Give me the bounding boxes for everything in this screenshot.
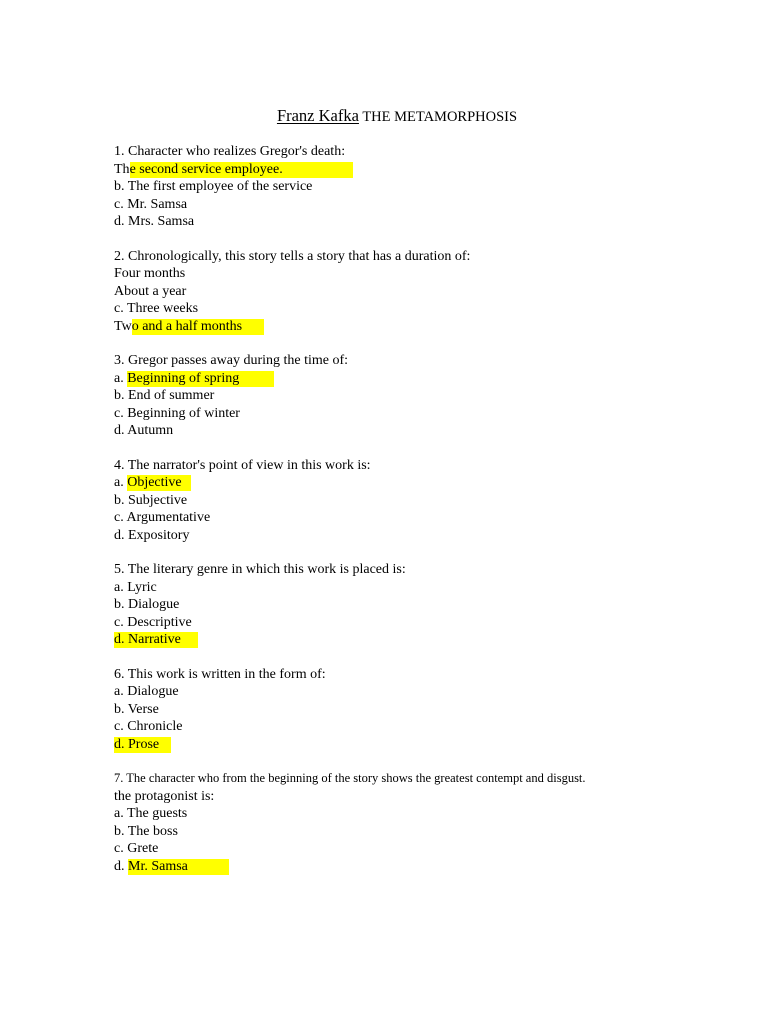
option: About a year [114, 283, 187, 299]
option-prefix: Tw [114, 318, 132, 334]
question-1 [114, 143, 714, 231]
highlighted-answer: d. Narrative [114, 632, 198, 648]
question-7 [114, 770, 714, 875]
option: a. Lyric [114, 579, 157, 595]
option: b. Subjective [114, 492, 188, 508]
question-6 [114, 666, 714, 754]
option: b. End of summer [114, 388, 215, 403]
highlighted-answer: Beginning of spring [127, 371, 274, 387]
option: Four months [114, 266, 186, 281]
highlighted-answer: o and a half months [132, 319, 264, 335]
option: c. Three weeks [114, 301, 199, 316]
option-correct [114, 474, 714, 492]
option: c. Descriptive [114, 614, 192, 630]
question-prompt: 3. Gregor passes away during the time of: [114, 353, 349, 368]
highlighted-answer: Mr. Samsa [128, 859, 229, 875]
question-4 [114, 457, 714, 545]
highlighted-answer: Objective [127, 475, 191, 491]
question-prompt-continued: the protagonist is: [114, 788, 215, 804]
question-5 [114, 561, 714, 649]
option-correct [114, 736, 714, 754]
question-prompt: 6. This work is written in the form of: [114, 666, 326, 682]
question-prompt: 2. Chronologically, this story tells a story that has a duration of: [114, 248, 471, 264]
option: c. Mr. Samsa [114, 196, 188, 212]
highlighted-answer: e second service employee. [130, 162, 353, 178]
question-prompt: 4. The narrator's point of view in this work is: [114, 457, 371, 473]
option: b. The boss [114, 823, 178, 839]
question-prompt: 1. Character who realizes Gregor's death: [114, 144, 346, 159]
question-2 [114, 248, 714, 336]
option: d. Expository [114, 527, 190, 543]
option-correct [114, 370, 714, 388]
option: c. Chronicle [114, 719, 183, 734]
document-title [0, 104, 768, 129]
option-correct [114, 631, 714, 649]
option: a. The guests [114, 806, 188, 821]
option-prefix: d. [114, 858, 128, 874]
option: a. Dialogue [114, 684, 179, 699]
option: b. Dialogue [114, 597, 180, 612]
option-correct [114, 318, 714, 336]
question-3 [114, 352, 714, 440]
option: c. Grete [114, 841, 159, 856]
option-prefix: Th [114, 161, 130, 177]
question-prompt: 7. The character who from the beginning of the story shows the greatest contempt and disgust. [114, 771, 586, 785]
option-correct [114, 161, 714, 179]
option-prefix: a. [114, 370, 128, 386]
question-list [114, 143, 714, 892]
option: c. Beginning of winter [114, 405, 240, 421]
question-prompt: 5. The literary genre in which this work is placed is: [114, 562, 406, 577]
option-correct [114, 858, 714, 876]
option: c. Argumentative [114, 510, 211, 525]
option-prefix: a. [114, 475, 128, 490]
option: b. Verse [114, 701, 159, 717]
title-work: THE METAMORPHOSIS [362, 109, 518, 125]
option: d. Autumn [114, 423, 174, 438]
option: d. Mrs. Samsa [114, 214, 195, 229]
title-author: Franz Kafka [276, 106, 359, 125]
highlighted-answer: d. Prose [114, 737, 171, 753]
option: b. The first employee of the service [114, 179, 313, 194]
